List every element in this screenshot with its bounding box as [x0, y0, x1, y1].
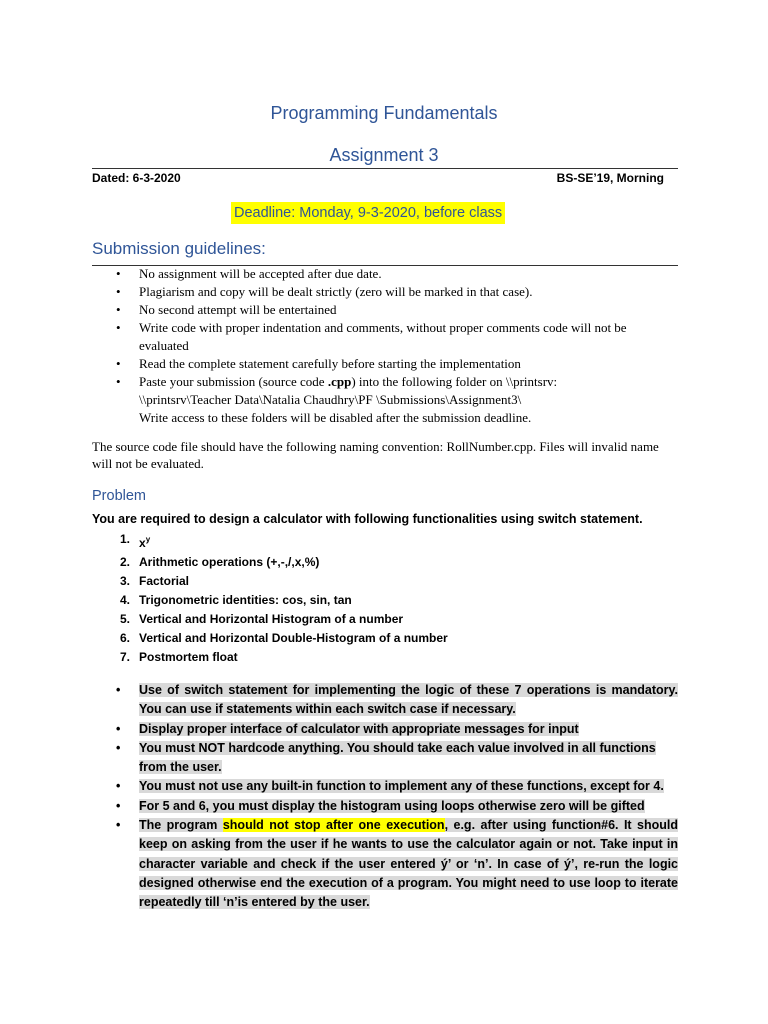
requirement-item-repeat: • The program should not stop after one execution, e.g. after using function#6. It should keep on asking from the user if he wants to use the calculator again or not. Take input in character variable and check if the user entered ý’ or ‘n’. In case of ý’, re-run the logic designed otherwise end the execution of a program. You might need to use loop to iterate repeatedly till ‘n’is entered by the user.	[116, 818, 679, 910]
guideline-item-paste: • Paste your submission (source code .cpp) into the following folder on \\printsrv: \\printsrv\Teacher Data\Natalia Chaudhry\PF \Submissions\Assignment3\ Write access to these folders will be disabled after the submission deadline.	[116, 374, 558, 425]
bullet-icon: •	[116, 302, 121, 317]
submission-guidelines-list	[92, 265, 678, 427]
problem-heading: Problem	[92, 488, 146, 504]
submission-heading: Submission guidelines:	[92, 239, 266, 258]
feature-item: 5. Vertical and Horizontal Histogram of a number	[119, 612, 404, 626]
feature-item: 2. Arithmetic operations (+,-,/,x,%)	[119, 555, 320, 569]
document-title: Programming Fundamentals	[270, 103, 498, 123]
guideline-item: • No assignment will be accepted after due date.	[116, 266, 382, 281]
bullet-icon: •	[116, 320, 121, 335]
bullet-icon: •	[116, 374, 121, 389]
bullet-icon: •	[116, 740, 121, 755]
bullet-icon: •	[116, 779, 121, 794]
feature-item: 3. Factorial	[119, 574, 190, 588]
dated-text: Dated: 6-3-2020	[92, 171, 181, 185]
bullet-icon: •	[116, 721, 121, 736]
class-info-text: BS-SE’19, Morning	[556, 171, 664, 185]
requirement-item: • Display proper interface of calculator with appropriate messages for input	[92, 720, 678, 739]
bullet-icon: •	[116, 284, 121, 299]
bullet-icon: •	[116, 798, 121, 813]
naming-convention-note: The source code file should have the following naming convention: RollNumber.cpp. Files will invalid name will not be evaluated.	[92, 439, 659, 471]
guideline-item: • Plagiarism and copy will be dealt strictly (zero will be marked in that case).	[116, 284, 533, 299]
feature-item: 7. Postmortem float	[119, 650, 238, 664]
feature-item: 4. Trigonometric identities: cos, sin, tan	[119, 593, 352, 607]
requirement-item: • You must not use any built-in function to implement any of these functions, except for 4.	[92, 777, 678, 796]
feature-item: 1. $x^y$	[119, 532, 151, 550]
guideline-item: • Write code with proper indentation and comments, without proper comments code will not be evaluated	[116, 320, 627, 353]
bullet-icon: •	[116, 356, 121, 371]
requirement-item: • For 5 and 6, you must display the histogram using loops otherwise zero will be gifted	[92, 797, 678, 816]
requirement-item: • Use of switch statement for implementing the logic of these 7 operations is mandatory. You can use if statements within each switch case if necessary.	[116, 683, 678, 717]
bullet-icon: •	[116, 818, 121, 833]
bullet-icon: •	[116, 683, 121, 697]
submission-path: \\printsrv\Teacher Data\Natalia Chaudhry\PF \Submissions\Assignment3\	[139, 392, 522, 407]
requirement-item: • You must NOT hardcode anything. You should take each value involved in all functions from the user.	[116, 740, 656, 775]
guideline-item: • No second attempt will be entertained	[116, 302, 337, 317]
feature-item: 6. Vertical and Horizontal Double-Histogram of a number	[119, 631, 448, 645]
bullet-icon: •	[116, 266, 121, 281]
assignment-number: Assignment 3	[329, 145, 439, 165]
highlighted-phrase: should not stop after one execution	[222, 818, 445, 833]
deadline-banner: Deadline: Monday, 9-3-2020, before class	[231, 202, 505, 224]
guideline-item: • Read the complete statement carefully before starting the implementation	[116, 356, 521, 371]
problem-intro: You are required to design a calculator with following functionalities using switch statement.	[92, 512, 643, 526]
requirements-list	[92, 681, 678, 913]
header-rule	[92, 168, 678, 169]
feature-list	[92, 530, 448, 667]
